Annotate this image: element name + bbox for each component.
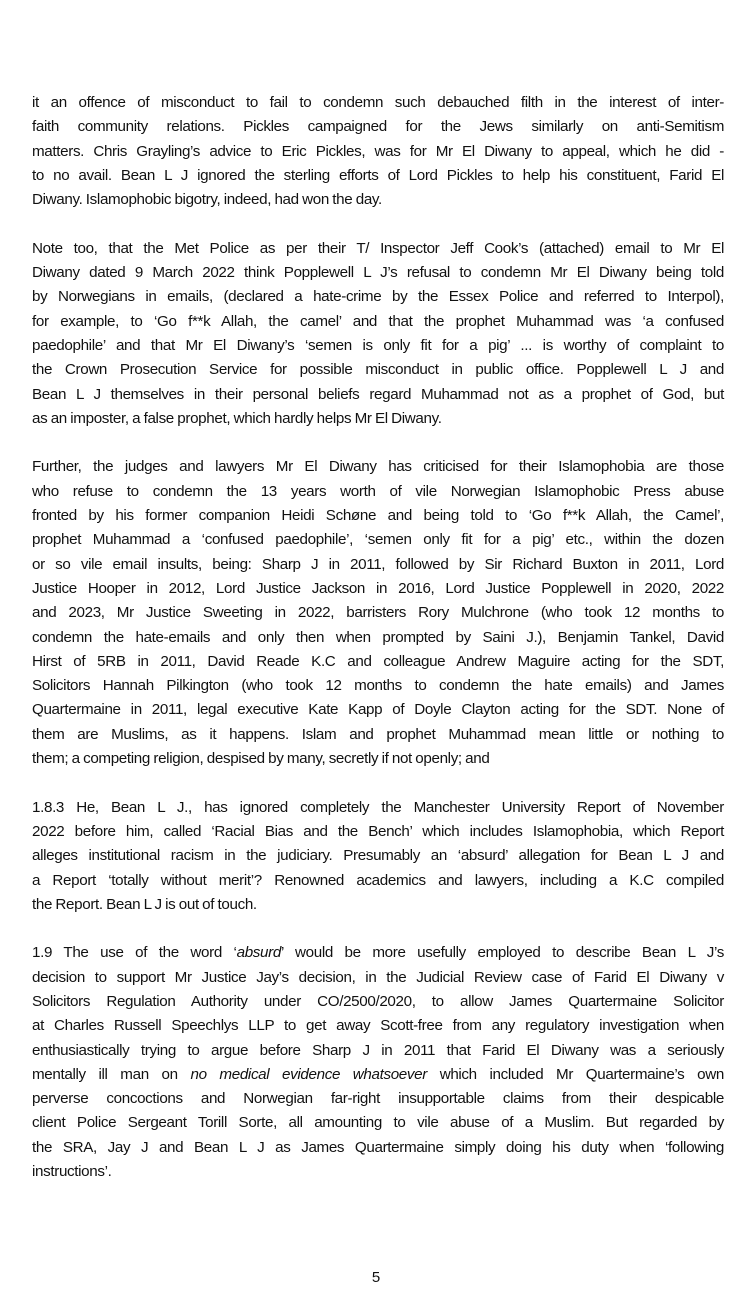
text-line: 1.8.3 He, Bean L J., has ignored completely the Manchester University Report of November <box>32 798 724 816</box>
text-line: a Report ‘totally without merit’? Renowned academics and lawyers, including a K.C compiled <box>32 871 724 889</box>
text-line: to no avail. Bean L J ignored the sterling efforts of Lord Pickles to help his constituent, Farid El <box>32 166 724 184</box>
text-line: Diwany dated 9 March 2022 think Popplewell L J’s refusal to condemn Mr El Diwany being told <box>32 264 724 282</box>
emphasis-no-medical-evidence: no medical evidence whatsoever <box>190 1065 427 1083</box>
paragraph-judges-and-lawyers <box>32 455 724 771</box>
text-line: mentally ill man on no medical evidence whatsoever which included Mr Quartermaine’s own <box>32 1065 724 1083</box>
text-line: them are Muslims, as it happens. Islam and prophet Muhammad mean little or nothing to <box>32 725 724 743</box>
paragraph-1-8-3 <box>32 796 724 917</box>
text-line: condemn the hate-emails and only then when prompted by Saini J.), Benjamin Tankel, David <box>32 628 724 646</box>
text-line: it an offence of misconduct to fail to condemn such debauched filth in the interest of inter- <box>32 94 724 111</box>
text-line: for example, to ‘Go f**k Allah, the camel’ and that the prophet Muhammad was ‘a confused <box>32 312 724 330</box>
text-line: paedophile’ and that Mr El Diwany’s ‘semen is only fit for a pig’ ... is worthy of complaint to <box>32 336 724 354</box>
text-line: the SRA, Jay J and Bean L J as James Quartermaine simply doing his duty when ‘following <box>32 1138 724 1156</box>
text-line: alleges institutional racism in the judiciary. Presumably an ‘absurd’ allegation for Bean L J and <box>32 847 724 865</box>
text-line: instructions’. <box>32 1163 112 1181</box>
text-line: the Report. Bean L J is out of touch. <box>32 895 257 913</box>
text-line: Diwany. Islamophobic bigotry, indeed, had won the day. <box>32 191 382 209</box>
text-line: Solicitors Hannah Pilkington (who took 12 months to condemn the hate emails) and James <box>32 677 724 695</box>
text-line: or so vile email insults, being: Sharp J in 2011, followed by Sir Richard Buxton in 2011, Lord <box>32 555 724 573</box>
text-line: Further, the judges and lawyers Mr El Diwany has criticised for their Islamophobia are those <box>32 458 724 476</box>
text-line: 2022 before him, called ‘Racial Bias and the Bench’ which includes Islamophobia, which Report <box>32 822 724 840</box>
text-line: Solicitors Regulation Authority under CO/2500/2020, to allow James Quartermaine Solicitor <box>32 992 724 1010</box>
text-line: enthusiastically trying to argue before Sharp J in 2011 that Farid El Diwany was a seriously <box>32 1041 724 1059</box>
text-line: Note too, that the Met Police as per their T/ Inspector Jeff Cook’s (attached) email to Mr El <box>32 239 724 257</box>
text-line: and 2023, Mr Justice Sweeting in 2022, barristers Rory Mulchrone (who took 12 months to <box>32 604 724 622</box>
paragraph-pickles <box>32 91 724 212</box>
text-line: Hirst of 5RB in 2011, David Reade K.C and colleague Andrew Maguire acting for the SDT, <box>32 652 724 670</box>
text-line: Bean L J themselves in their personal beliefs regard Muhammad not as a prophet of God, but <box>32 385 724 403</box>
text-line: them; a competing religion, despised by many, secretly if not openly; and <box>32 750 490 768</box>
text-line: perverse concoctions and Norwegian far-right insupportable claims from their despicable <box>32 1090 724 1108</box>
text-line: 1.9 The use of the word ‘absurd’ would be more usefully employed to describe Bean L J’s <box>32 944 724 962</box>
paragraph-1-9 <box>32 941 724 1184</box>
text-line: fronted by his former companion Heidi Schøne and being told to ‘Go f**k Allah, the Camel’, <box>32 507 724 525</box>
paragraph-met-police <box>32 237 724 431</box>
text-line: client Police Sergeant Torill Sorte, all amounting to vile abuse of a Muslim. But regarded by <box>32 1114 724 1132</box>
document-page <box>32 91 724 1209</box>
text-line: as an imposter, a false prophet, which hardly helps Mr El Diwany. <box>32 409 442 427</box>
text-line: Quartermaine in 2011, legal executive Kate Kapp of Doyle Clayton acting for the SDT. None of <box>32 701 724 719</box>
text-line: matters. Chris Grayling’s advice to Eric Pickles, was for Mr El Diwany to appeal, which he did - <box>32 142 724 160</box>
text-line: at Charles Russell Speechlys LLP to get away Scott-free from any regulatory investigation when <box>32 1017 724 1035</box>
text-line: the Crown Prosecution Service for possible misconduct in public office. Popplewell L J and <box>32 361 724 379</box>
emphasis-absurd: absurd <box>236 944 281 962</box>
text-line: Justice Hooper in 2012, Lord Justice Jackson in 2016, Lord Justice Popplewell in 2020, 2022 <box>32 579 724 597</box>
text-line: decision to support Mr Justice Jay’s decision, in the Judicial Review case of Farid El Diwany v <box>32 968 724 986</box>
text-line: faith community relations. Pickles campaigned for the Jews similarly on anti-Semitism <box>32 118 724 136</box>
text-line: who refuse to condemn the 13 years worth of vile Norwegian Islamophobic Press abuse <box>32 482 724 500</box>
page-number: 5 <box>371 1269 381 1286</box>
text-line: prophet Muhammad a ‘confused paedophile’, ‘semen only fit for a pig’ etc., within the dozen <box>32 531 724 549</box>
text-line: by Norwegians in emails, (declared a hate-crime by the Essex Police and referred to Interpol), <box>32 288 724 306</box>
